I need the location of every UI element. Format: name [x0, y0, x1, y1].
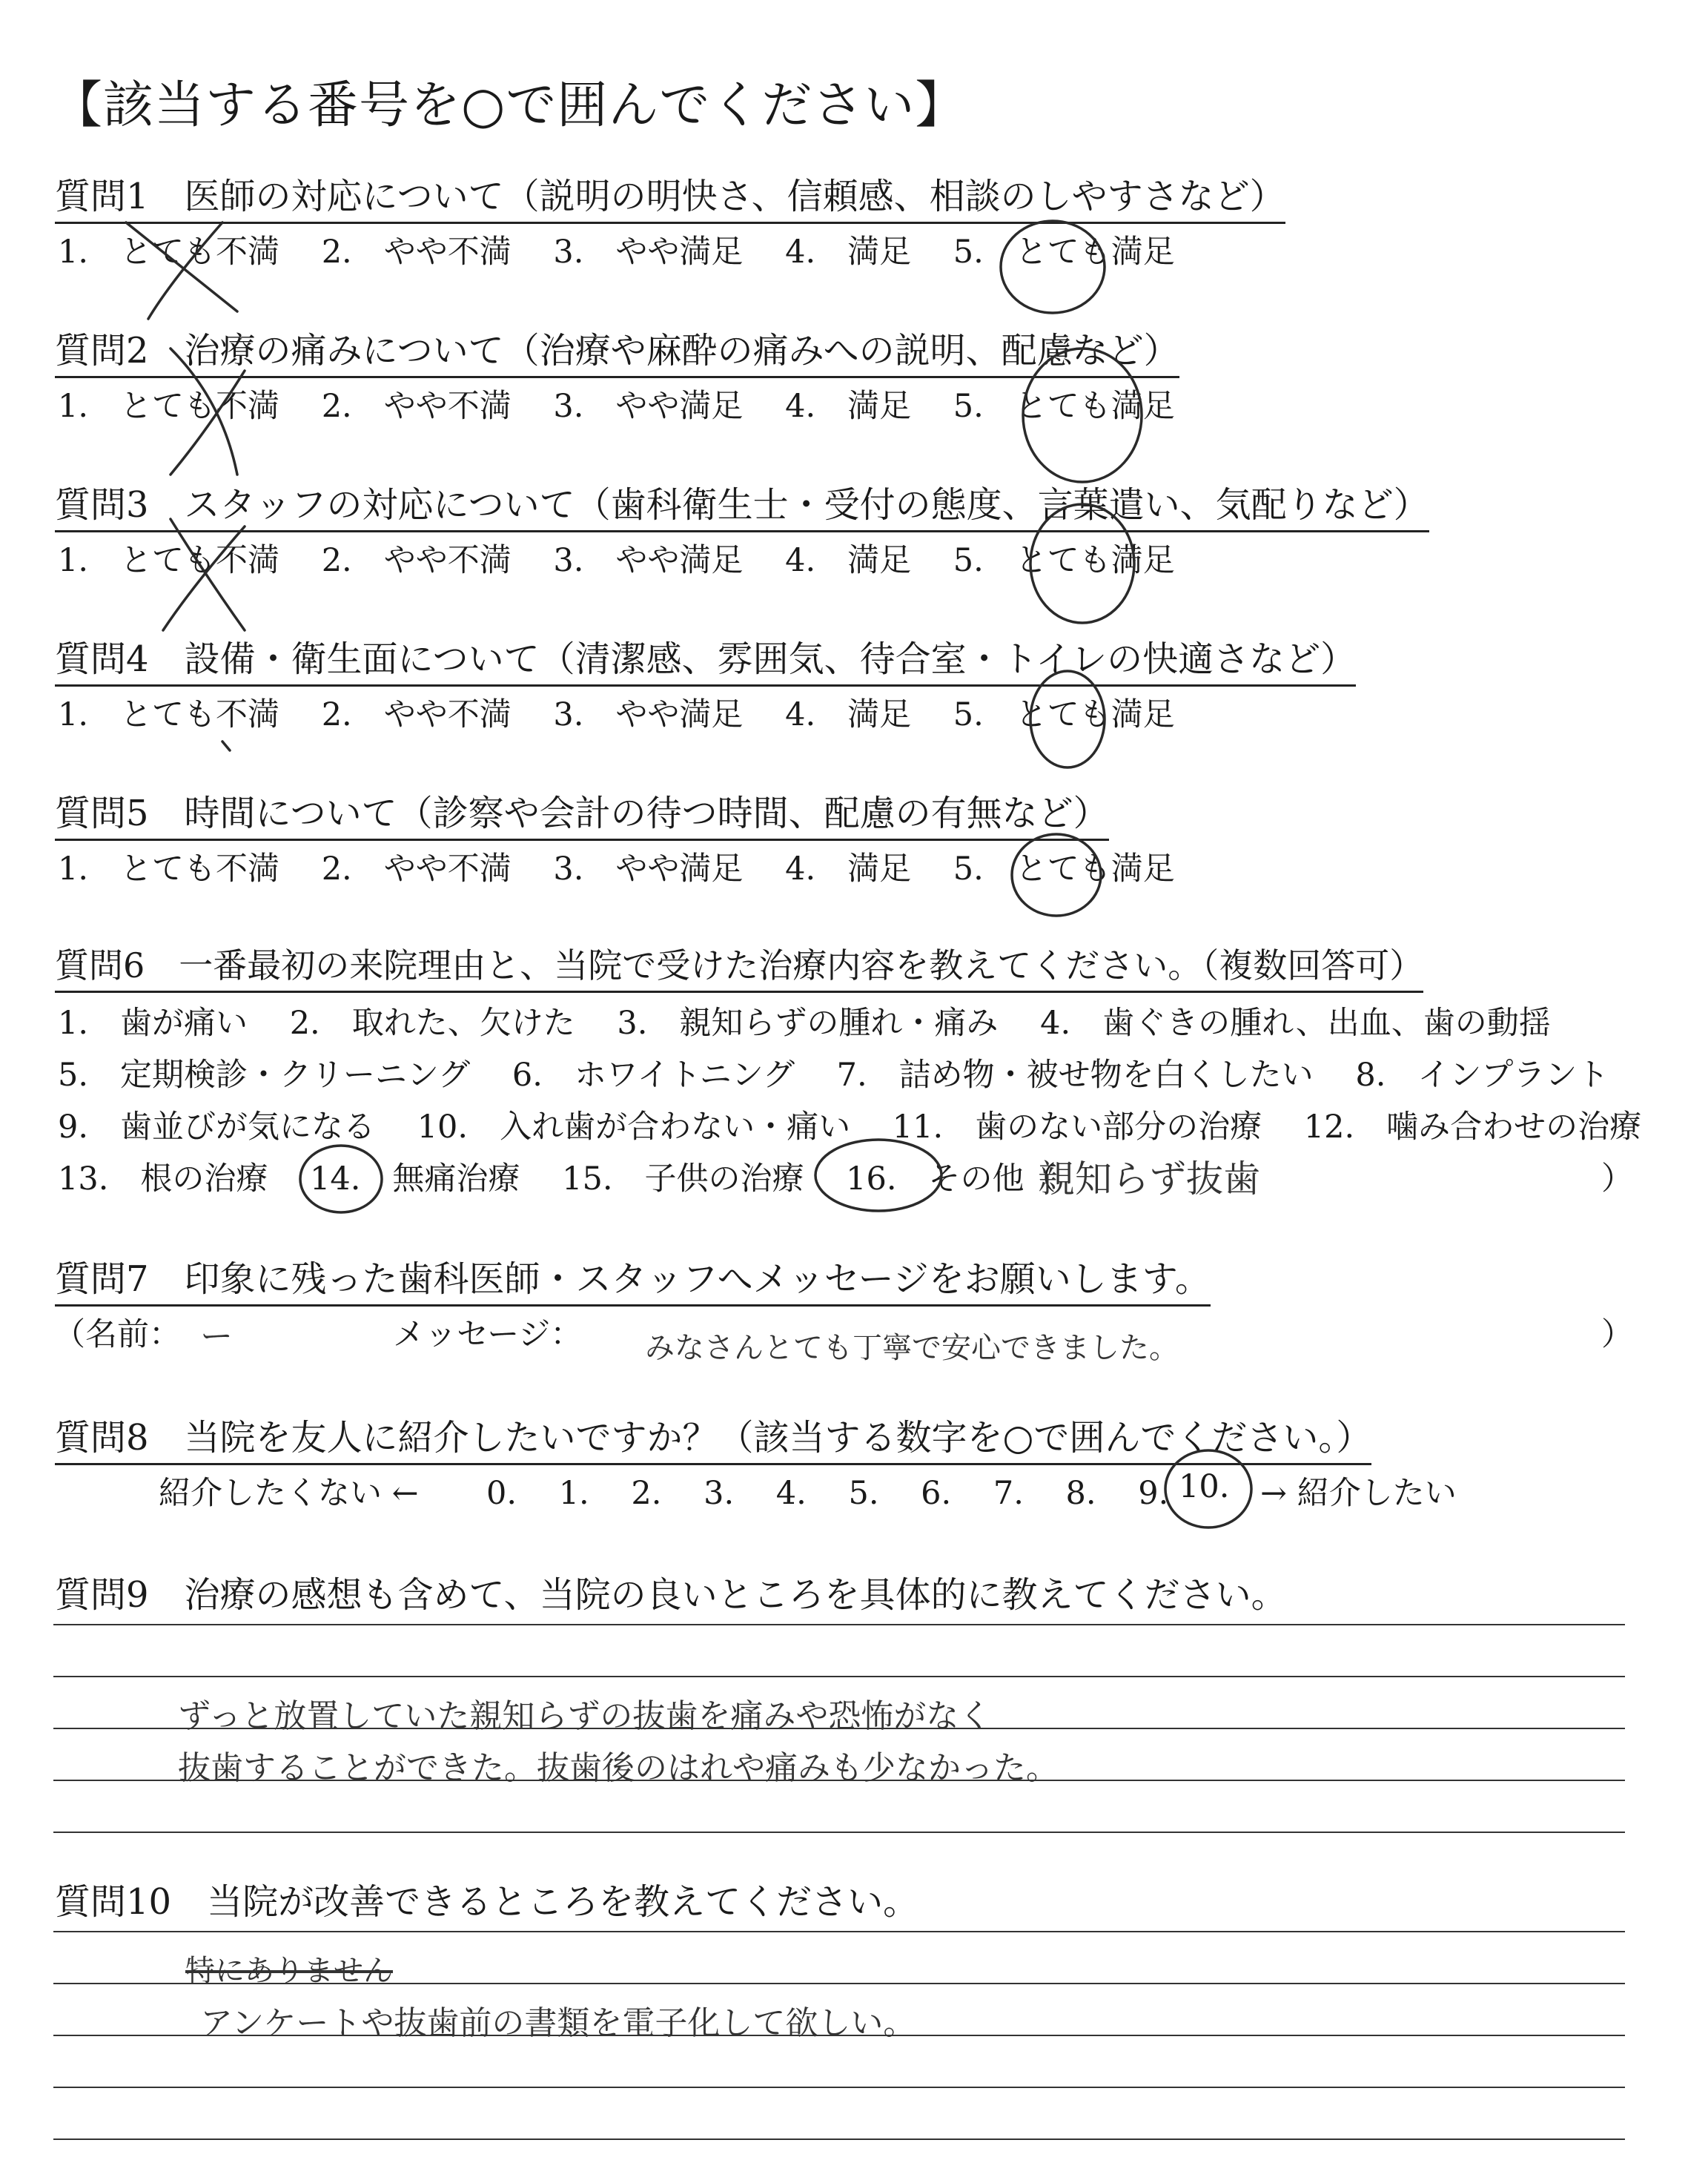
- question-10-answer-line-1[interactable]: アンケートや抜歯前の書類を電子化して欲しい。: [200, 2004, 916, 2042]
- circle-mark-q4: [1030, 671, 1105, 767]
- question-8-right-label: → 紹介したい: [1260, 1475, 1457, 1512]
- question-10-struck-answer: 特にありません: [185, 1954, 393, 1988]
- circle-mark-q1: [1001, 221, 1105, 313]
- page-title: 【該当する番号を○で囲んでください】: [52, 76, 967, 135]
- question-7-message-label: メッセージ：: [393, 1316, 583, 1353]
- question-4-header: 質問4 設備・衛生面について（清潔感、雰囲気、待合室・トイレの快適さなど）: [55, 630, 1356, 687]
- question-3-options[interactable]: 1. とても不満 2. やや不満 3. やや満足 4. 満足 5. とても満足: [58, 542, 1175, 579]
- question-8-scale[interactable]: 0. 1. 2. 3. 4. 5. 6. 7. 8. 9.: [486, 1475, 1169, 1512]
- question-9-answer-line-1[interactable]: ずっと放置していた親知らずの抜歯を痛みや恐怖がなく: [178, 1697, 992, 1735]
- question-5-options[interactable]: 1. とても不満 2. やや不満 3. やや満足 4. 満足 5. とても満足: [58, 851, 1175, 888]
- question-2-header: 質問2 治療の痛みについて（治療や麻酔の痛みへの説明、配慮など）: [55, 322, 1179, 378]
- question-7-name-value[interactable]: ー: [200, 1318, 233, 1355]
- question-7-message-answer[interactable]: みなさんとても丁寧で安心できました。: [645, 1331, 1179, 1365]
- question-3-header: 質問3 スタッフの対応について（歯科衛生士・受付の態度、言葉遣い、気配りなど）: [55, 476, 1429, 532]
- question-6-options-row-4[interactable]: 13. 根の治療 14. 無痛治療 15. 子供の治療 16. その他（: [58, 1160, 1056, 1198]
- circle-mark-q3: [1030, 504, 1134, 623]
- tick-mark-q4: [222, 742, 230, 750]
- question-7-name-label: （名前：: [53, 1316, 181, 1353]
- question-6-close-paren: ）: [1601, 1160, 1633, 1198]
- circle-mark-q8-10: [1165, 1450, 1251, 1527]
- question-1-header: 質問1 医師の対応について（説明の明快さ、信頼感、相談のしやすさなど）: [55, 168, 1285, 224]
- cross-mark-q2: [171, 349, 245, 475]
- question-6-options-row-1[interactable]: 1. 歯が痛い 2. 取れた、欠けた 3. 親知らずの腫れ・痛み 4. 歯ぐきの腫れ、出血、歯の動揺: [58, 1005, 1551, 1042]
- question-6-options-row-2[interactable]: 5. 定期検診・クリーニング 6. ホワイトニング 7. 詰め物・被せ物を白くしたい 8. インプラント: [58, 1057, 1609, 1094]
- cross-mark-q1: [126, 222, 237, 319]
- question-7-close-paren: ）: [1601, 1316, 1633, 1353]
- circle-mark-q2: [1023, 349, 1142, 482]
- question-1-options[interactable]: 1. とても不満 2. やや不満 3. やや満足 4. 満足 5. とても満足: [58, 234, 1175, 271]
- circle-mark-q5: [1012, 834, 1101, 916]
- question-8-left-label: 紹介したくない ←: [159, 1475, 419, 1512]
- question-5-header: 質問5 時間について（診察や会計の待つ時間、配慮の有無など）: [55, 785, 1109, 841]
- question-6-header: 質問6 一番最初の来院理由と、当院で受けた治療内容を教えてください。（複数回答可）: [55, 939, 1423, 993]
- question-6-other-answer: 親知らず抜歯: [1038, 1157, 1260, 1200]
- question-4-options[interactable]: 1. とても不満 2. やや不満 3. やや満足 4. 満足 5. とても満足: [58, 696, 1175, 733]
- question-7-header: 質問7 印象に残った歯科医師・スタッフへメッセージをお願いします。: [55, 1250, 1211, 1307]
- cross-mark-q3: [163, 519, 245, 630]
- circle-mark-q6-14: [300, 1146, 382, 1212]
- question-9-header: 質問9 治療の感想も含めて、当院の良いところを具体的に教えてください。: [55, 1574, 1287, 1616]
- question-8-header: 質問8 当院を友人に紹介したいですか？（該当する数字を○で囲んでください。）: [55, 1409, 1371, 1465]
- question-8-option-10[interactable]: 10.: [1179, 1468, 1230, 1505]
- question-9-answer-line-2[interactable]: 抜歯することができた。抜歯後のはれや痛みも少なかった。: [178, 1749, 1059, 1787]
- circle-mark-q6-16: [815, 1140, 941, 1211]
- question-2-options[interactable]: 1. とても不満 2. やや不満 3. やや満足 4. 満足 5. とても満足: [58, 388, 1175, 425]
- question-6-options-row-3[interactable]: 9. 歯並びが気になる 10. 入れ歯が合わない・痛い 11. 歯のない部分の治療 12. 噛み合わせの治療: [58, 1109, 1642, 1146]
- question-10-header: 質問10 当院が改善できるところを教えてください。: [55, 1881, 919, 1923]
